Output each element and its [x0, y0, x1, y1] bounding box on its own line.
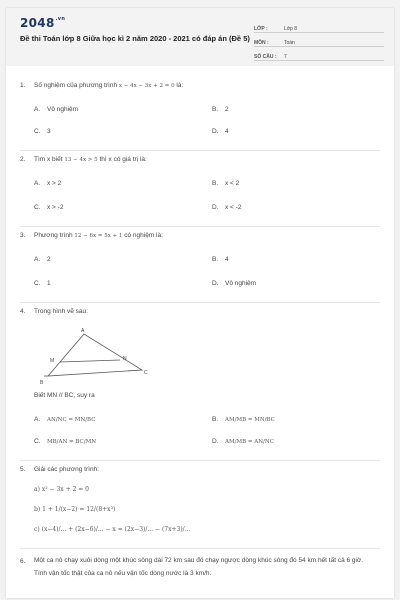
- question-number: 5.: [20, 466, 26, 473]
- q4-option-d[interactable]: D. AM/MB = AN/NC: [212, 438, 274, 445]
- label-a: A: [81, 328, 85, 334]
- divider: [20, 460, 380, 461]
- q3-option-d[interactable]: D. Vô nghiệm: [212, 280, 257, 287]
- exam-title: Đề thi Toán lớp 8 Giữa học kì 2 năm 2020 - 2021 có đáp án (Đề 5): [20, 34, 250, 43]
- q2-option-d[interactable]: D. x < -2: [212, 204, 242, 211]
- q3-option-a[interactable]: A. 2: [34, 256, 51, 263]
- q3-option-c[interactable]: C. 1: [34, 280, 51, 287]
- q1-option-a[interactable]: A. Vô nghiệm: [34, 106, 79, 113]
- question-number: 3.: [20, 232, 26, 239]
- divider: [20, 302, 380, 303]
- question-number: 1.: [20, 82, 26, 89]
- q3-option-b[interactable]: B. 4: [212, 256, 229, 263]
- q1-option-b[interactable]: B. 2: [212, 106, 229, 113]
- exam-page: [6, 8, 394, 598]
- q4-option-a[interactable]: A. AN/NC = MN/BC: [34, 416, 96, 423]
- label-c: C: [144, 370, 148, 376]
- exam-meta: [254, 20, 384, 62]
- equation: x − 4x − 3x + 2 = 0: [118, 83, 175, 89]
- meta-label: LỚP :: [254, 26, 268, 32]
- question-text: Trong hình vẽ sau:: [34, 308, 88, 315]
- exam-header: [6, 8, 394, 66]
- question-text: Tìm x biết 13 − 4x > 5 thì x có giá trị là:: [34, 156, 147, 163]
- meta-subject-row: [254, 34, 384, 47]
- meta-value: Lớp 8: [284, 26, 298, 32]
- question-number: 4.: [20, 308, 26, 315]
- meta-class-row: [254, 20, 384, 33]
- triangle-figure: [34, 326, 154, 386]
- q5-part-c: c) (x−4)/... + (2x−6)/... − x = (2x−3)/... − (7x+3)/...: [34, 526, 191, 533]
- question-6-text: Một ca nô chạy xuôi dòng một khúc sông dài 72 km sau đó chạy ngược dòng khúc sông đó 54 km hết tất cả 6 giờ. Tính vận tốc thật của ca nô nếu vận tốc dòng nước là 3 km/h.: [34, 557, 364, 577]
- meta-value: 7: [284, 54, 287, 60]
- q5-part-b: b) 1 + 1/(x−2) = 12/(8+x³): [34, 506, 116, 513]
- q2-option-a[interactable]: A. x > 2: [34, 180, 62, 187]
- equation: 12 − 6x = 5x + 1: [74, 233, 123, 239]
- meta-count-row: [254, 48, 384, 61]
- site-logo[interactable]: $2048^{.vn}$: [20, 16, 66, 30]
- triangle-abc: [48, 334, 142, 376]
- q1-option-c[interactable]: C. 3: [34, 128, 51, 135]
- q2-option-b[interactable]: B. x < 2: [212, 180, 240, 187]
- q4-prompt: Biết MN // BC, suy ra: [34, 392, 95, 399]
- equation: 13 − 4x > 5: [64, 157, 98, 163]
- question-text: Phương trình 12 − 6x = 5x + 1 có nghiệm là:: [34, 232, 163, 239]
- label-m: M: [50, 358, 55, 364]
- divider: [20, 226, 380, 227]
- label-n: N: [123, 356, 127, 362]
- meta-label: MÔN :: [254, 40, 269, 46]
- question-text: Số nghiệm của phương trình x − 4x − 3x + 2 = 0 là:: [34, 82, 184, 89]
- q1-option-d[interactable]: D. 4: [212, 128, 229, 135]
- q4-option-c[interactable]: C. MB/AN = BC/MN: [34, 438, 97, 445]
- q2-option-c[interactable]: C. x > -2: [34, 204, 64, 211]
- meta-label: SỐ CÂU :: [254, 54, 277, 60]
- segment-mn: [60, 360, 120, 362]
- divider: [20, 548, 380, 549]
- label-b: B: [40, 380, 44, 386]
- meta-value: Toán: [284, 40, 295, 46]
- question-number: 2.: [20, 156, 26, 163]
- question-text: Giải các phương trình:: [34, 466, 99, 473]
- q4-option-b[interactable]: B. AM/MB = MN/BC: [212, 416, 275, 423]
- question-number: 6.: [20, 558, 26, 565]
- divider: [20, 150, 380, 151]
- q5-part-a: a) x² − 3x + 2 = 0: [34, 486, 89, 493]
